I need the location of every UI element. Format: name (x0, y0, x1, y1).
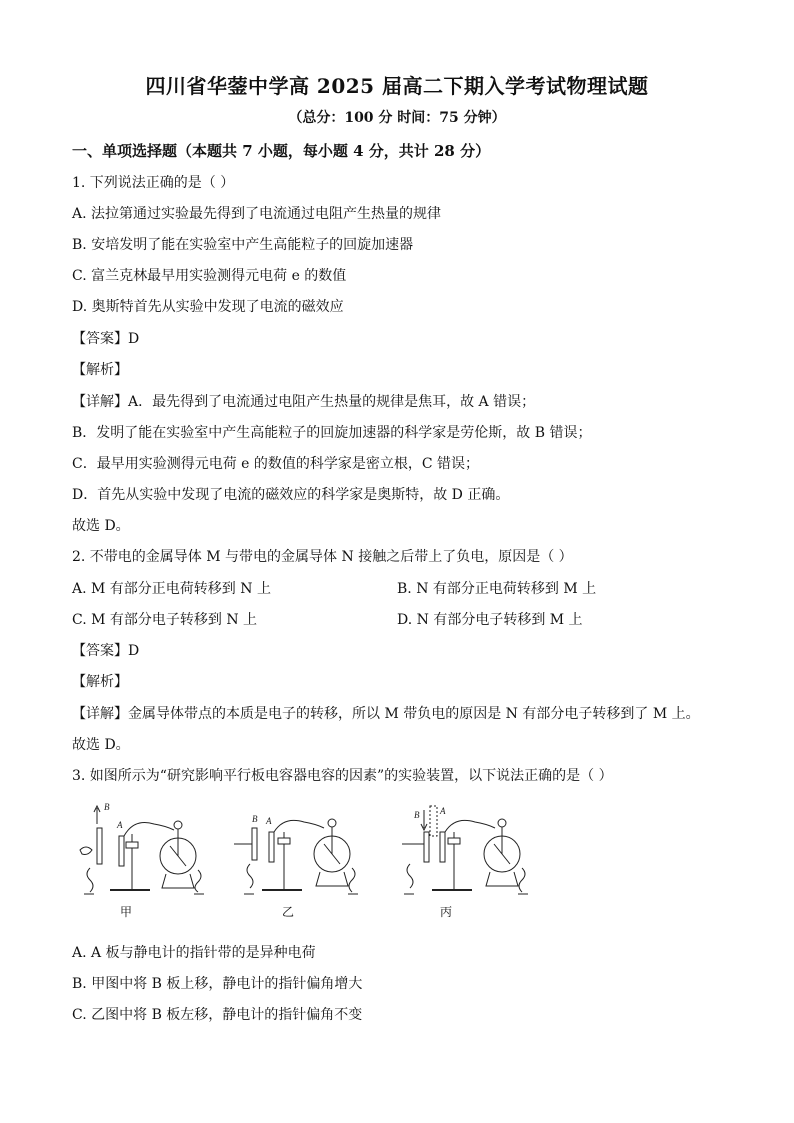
q1-option-a: A. 法拉第通过实验最先得到了电流通过电阻产生热量的规律 (72, 206, 442, 222)
label-b-bing: B (414, 810, 420, 820)
label-a-jia: A (117, 820, 123, 830)
q1-detail-c: C．最早用实验测得元电荷 e 的数值的科学家是密立根，C 错误； (72, 456, 480, 472)
plate-b-yi (252, 828, 257, 860)
q1-detail-b: B．发明了能在实验室中产生高能粒子的回旋加速器的科学家是劳伦斯，故 B 错误； (72, 425, 592, 441)
capacitor-experiment-figure (66, 798, 386, 922)
ground-wire-e-yi (349, 868, 355, 892)
caption-bing: 丙 (440, 905, 453, 919)
plate-a-jia (119, 836, 124, 866)
q1-analysis-label: 【解析】 (72, 362, 128, 378)
q2-conclusion: 故选 D。 (72, 737, 130, 753)
section-heading: 一、单项选择题（本题共 7 小题，每小题 4 分，共计 28 分） (72, 142, 491, 160)
clamp-yi (278, 838, 290, 844)
label-a-yi: A (266, 816, 272, 826)
q2-option-c: C. M 有部分电子转移到 N 上 (72, 612, 258, 628)
setup-jia (80, 802, 204, 894)
ground-wire-b-jia (87, 868, 93, 892)
ground-wire-b-yi (247, 864, 253, 888)
q1-answer: 【答案】D (72, 331, 140, 347)
page-title: 四川省华蓥中学高 2025 届高二下期入学考试物理试题 (145, 74, 649, 98)
capacitor-experiment-figure-bing (396, 798, 536, 922)
wire-jia (124, 823, 174, 837)
hand-icon (80, 847, 92, 855)
exam-info: （总分：100 分 时间：75 分钟） (288, 110, 506, 126)
q2-option-d: D. N 有部分电子转移到 M 上 (397, 612, 583, 628)
q2-answer: 【答案】D (72, 643, 140, 659)
electrometer-knob-yi (328, 819, 336, 827)
q1-detail-d: D．首先从实验中发现了电流的磁效应的科学家是奥斯特，故 D 正确。 (72, 487, 510, 503)
electrometer-base-jia (162, 874, 194, 888)
electrometer-base-yi (316, 872, 348, 886)
q1-conclusion: 故选 D。 (72, 518, 130, 534)
label-b-jia: B (104, 802, 110, 812)
q3-option-b: B. 甲图中将 B 板上移，静电计的指针偏角增大 (72, 976, 363, 992)
label-a-bing: A (440, 806, 446, 816)
ground-wire-e-bing (519, 868, 525, 892)
electrometer-knob-bing (498, 819, 506, 827)
q2-analysis-label: 【解析】 (72, 674, 128, 690)
wire-yi (274, 820, 324, 832)
plate-b-jia (97, 828, 102, 864)
q2-stem: 2. 不带电的金属导体 M 与带电的金属导体 N 接触之后带上了负电，原因是（ ） (72, 549, 573, 565)
q1-option-d: D. 奥斯特首先从实验中发现了电流的磁效应 (72, 299, 344, 315)
clamp-bing (448, 838, 460, 844)
clamp-jia (126, 842, 138, 848)
ground-wire-b-bing (407, 864, 413, 888)
wire-bing (445, 820, 495, 832)
plate-b-bing-original (430, 806, 437, 836)
electrometer-base-bing (486, 872, 518, 886)
caption-yi: 乙 (282, 905, 295, 919)
q1-option-b: B. 安培发明了能在实验室中产生高能粒子的回旋加速器 (72, 237, 414, 253)
q3-stem: 3. 如图所示为“研究影响平行板电容器电容的因素”的实验装置，以下说法正确的是（ ） (72, 768, 613, 784)
q3-option-c: C. 乙图中将 B 板左移，静电计的指针偏角不变 (72, 1007, 363, 1023)
label-b-yi: B (252, 814, 258, 824)
electrometer-knob-jia (174, 821, 182, 829)
q1-detail-a: 【详解】A．最先得到了电流通过电阻产生热量的规律是焦耳，故 A 错误； (72, 394, 536, 410)
q1-stem: 1. 下列说法正确的是（ ） (72, 175, 235, 191)
plate-b-bing (424, 832, 429, 862)
caption-jia: 甲 (120, 905, 133, 919)
setup-yi (234, 814, 358, 894)
q1-option-c: C. 富兰克林最早用实验测得元电荷 e 的数值 (72, 268, 347, 284)
plate-a-bing (440, 832, 445, 862)
q2-option-a: A. M 有部分正电荷转移到 N 上 (72, 581, 271, 597)
q3-option-a: A. A 板与静电计的指针带的是异种电荷 (72, 945, 316, 961)
q2-detail: 【详解】金属导体带点的本质是电子的转移，所以 M 带负电的原因是 N 有部分电子转移到了 M 上。 (72, 706, 700, 722)
plate-a-yi (269, 832, 274, 862)
q2-option-b: B. N 有部分正电荷转移到 M 上 (397, 581, 597, 597)
ground-wire-e-jia (195, 870, 201, 892)
